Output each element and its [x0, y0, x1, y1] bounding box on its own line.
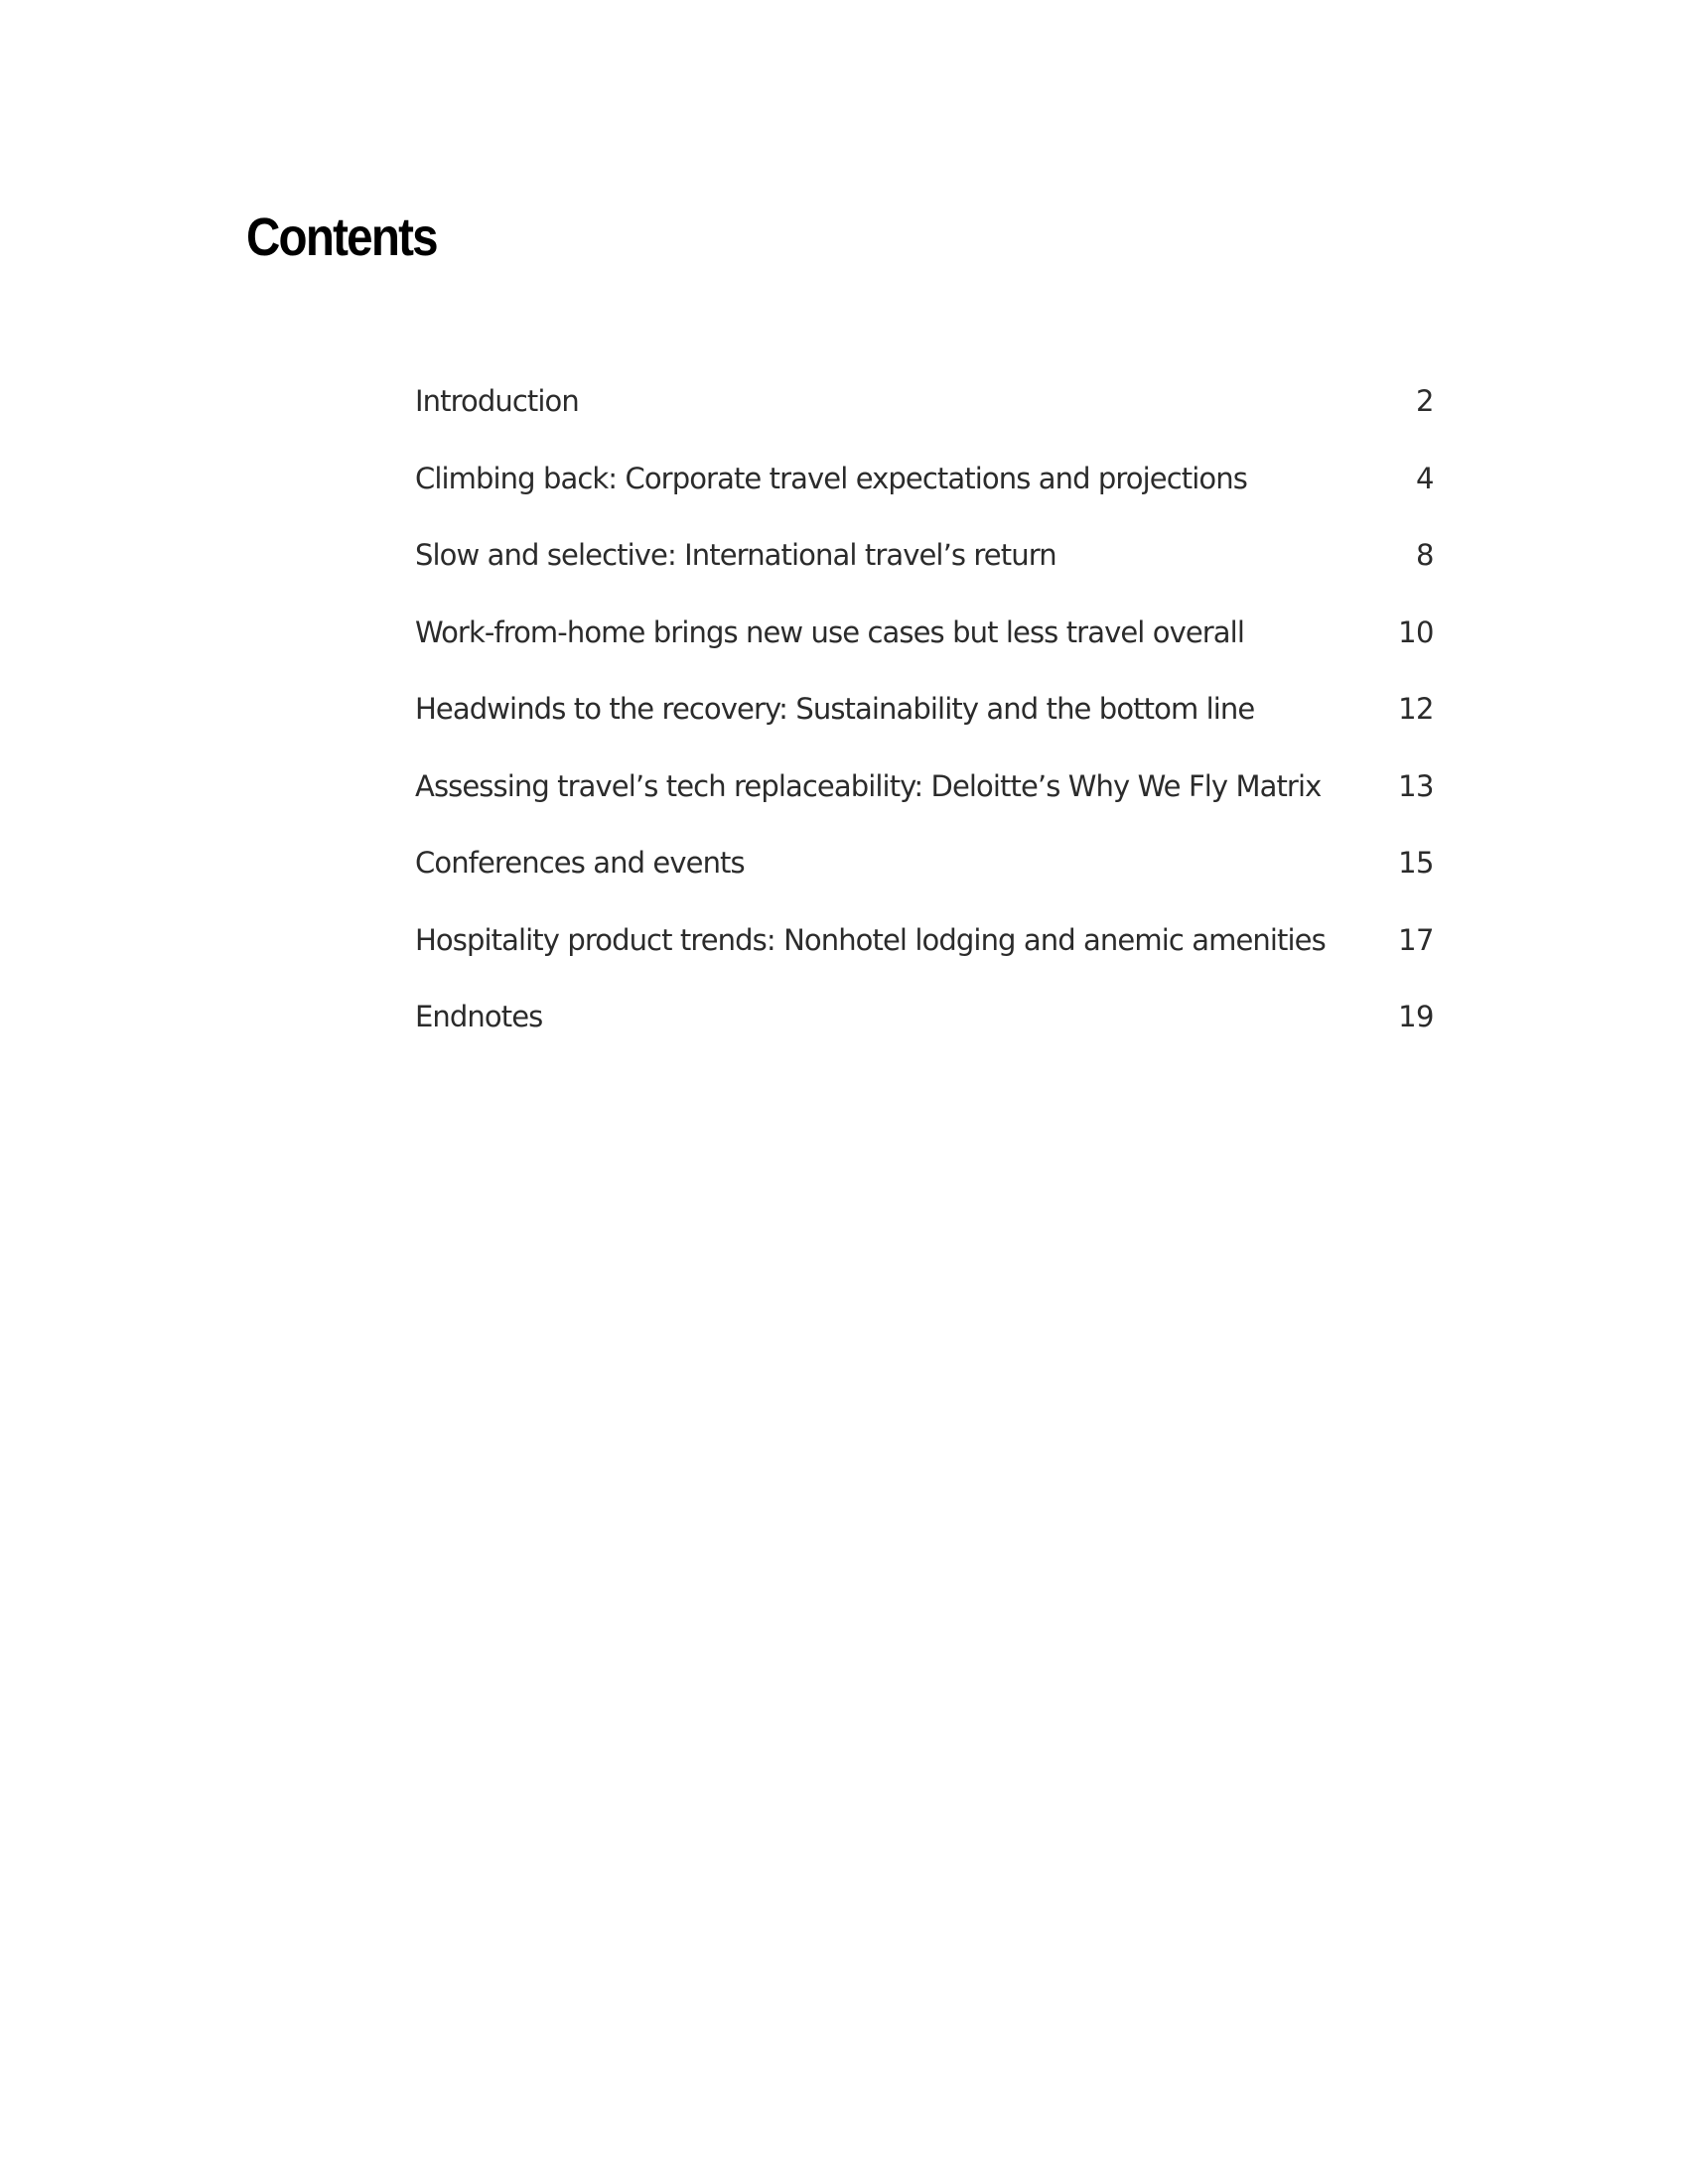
- toc-entry-page-number: 2: [1416, 384, 1434, 418]
- toc-entry-work-from-home[interactable]: [415, 611, 1434, 688]
- table-of-contents: [415, 379, 1434, 1072]
- toc-entry-tech-replaceability[interactable]: [415, 764, 1434, 842]
- toc-entry-page-number: 19: [1398, 1000, 1434, 1033]
- toc-entry-title: Conferences and events: [415, 846, 745, 880]
- toc-entry-title: Climbing back: Corporate travel expectations and projections: [415, 461, 1247, 495]
- toc-entry-conferences[interactable]: [415, 841, 1434, 918]
- toc-entry-headwinds[interactable]: [415, 687, 1434, 764]
- toc-entry-title: Introduction: [415, 384, 579, 418]
- toc-entry-title: Hospitality product trends: Nonhotel lodging and anemic amenities: [415, 922, 1326, 957]
- page-title: Contents: [246, 207, 437, 267]
- toc-entry-title: Work-from-home brings new use cases but less travel overall: [415, 614, 1244, 649]
- toc-entry-climbing-back[interactable]: [415, 457, 1434, 534]
- toc-entry-page-number: 4: [1416, 461, 1434, 495]
- toc-entry-endnotes[interactable]: [415, 995, 1434, 1072]
- toc-entry-title: Headwinds to the recovery: Sustainability and the bottom line: [415, 692, 1255, 726]
- toc-entry-page-number: 15: [1398, 846, 1434, 880]
- toc-entry-title: Endnotes: [415, 1000, 543, 1033]
- toc-entry-page-number: 12: [1398, 692, 1434, 726]
- toc-entry-page-number: 17: [1398, 922, 1434, 957]
- toc-entry-page-number: 10: [1398, 614, 1434, 649]
- toc-entry-title: Assessing travel’s tech replaceability: Deloitte’s Why We Fly Matrix: [415, 768, 1322, 803]
- toc-entry-introduction[interactable]: [415, 379, 1434, 457]
- toc-entry-page-number: 8: [1416, 538, 1434, 572]
- toc-entry-hospitality-trends[interactable]: [415, 918, 1434, 996]
- toc-entry-title: Slow and selective: International travel’s return: [415, 538, 1056, 572]
- toc-entry-page-number: 13: [1398, 768, 1434, 803]
- toc-entry-slow-and-selective[interactable]: [415, 533, 1434, 611]
